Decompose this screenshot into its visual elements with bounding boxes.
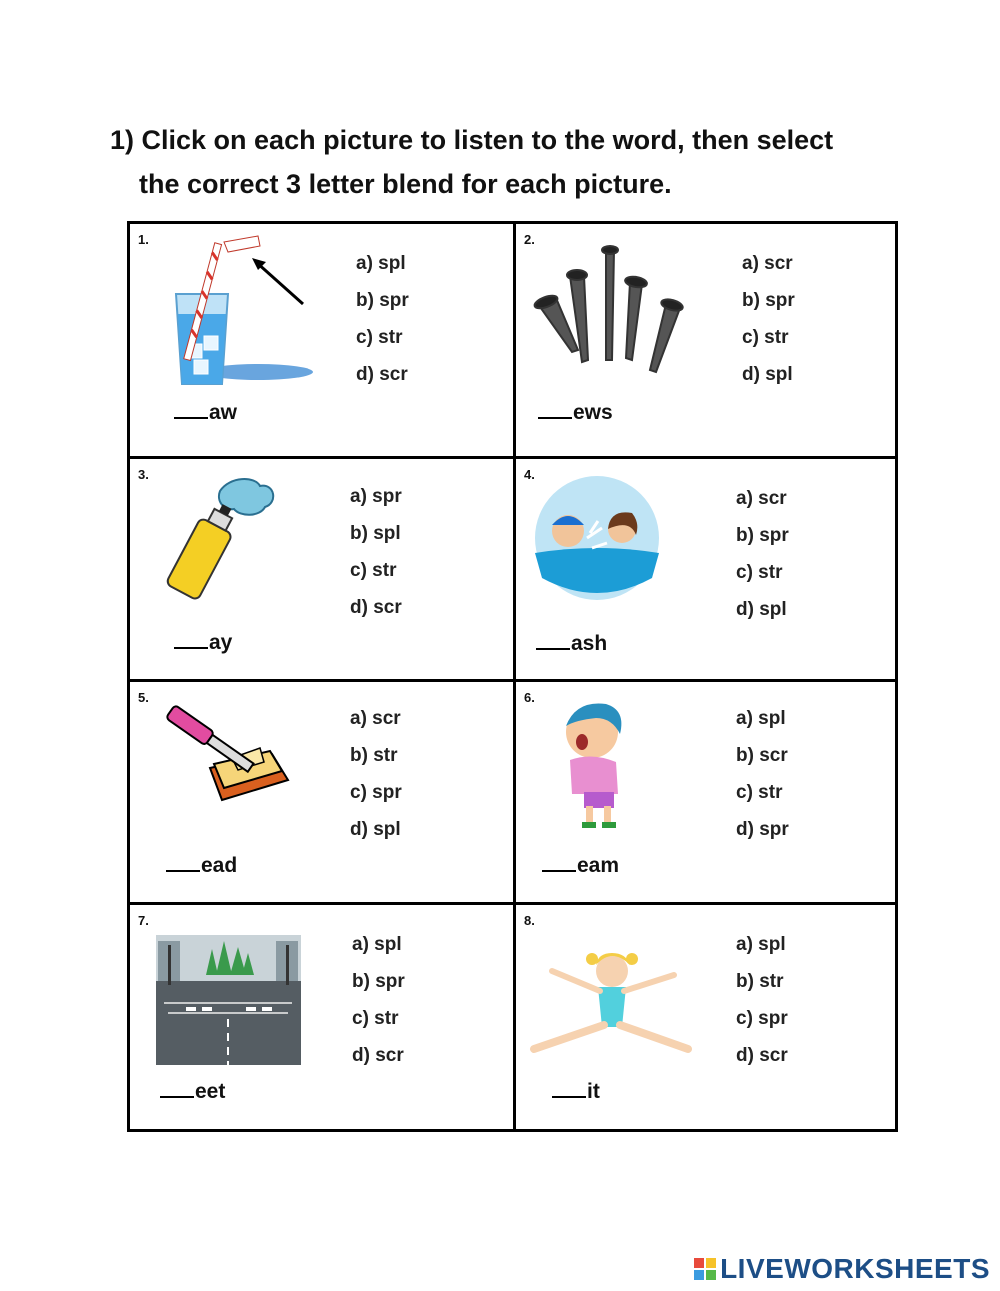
option-d[interactable]: d) spr: [736, 819, 789, 840]
option-a[interactable]: a) spl: [736, 708, 786, 729]
options-list: [736, 926, 788, 1074]
brand-name: LIVEWORKSHEETS: [720, 1253, 990, 1284]
answer-blank-line[interactable]: [160, 1078, 194, 1098]
question-cell-4: [516, 459, 896, 679]
option-a[interactable]: a) spl: [736, 934, 786, 955]
question-number: 8.: [524, 913, 535, 928]
option-c[interactable]: c) str: [742, 327, 789, 348]
option-b[interactable]: b) spr: [352, 971, 405, 992]
option-d[interactable]: d) spl: [736, 599, 787, 620]
question-number: 3.: [138, 467, 149, 482]
question-cell-8: [516, 905, 896, 1129]
option-a[interactable]: a) spl: [352, 934, 402, 955]
word-ending: ead: [201, 854, 238, 877]
option-b[interactable]: b) spr: [736, 525, 789, 546]
screaming-child-icon[interactable]: [546, 694, 646, 834]
options-list: [352, 926, 405, 1074]
option-c[interactable]: c) str: [736, 782, 783, 803]
option-b[interactable]: b) scr: [736, 745, 788, 766]
answer-blank-line[interactable]: [552, 1078, 586, 1098]
options-list: [736, 480, 789, 628]
word-ending: ews: [573, 401, 613, 424]
street-icon[interactable]: [156, 935, 301, 1065]
word-blank: [174, 629, 232, 655]
instructions: [110, 118, 833, 206]
options-list: [350, 478, 402, 626]
option-a[interactable]: a) spl: [356, 253, 406, 274]
options-list: [350, 700, 402, 848]
word-ending: it: [587, 1080, 600, 1103]
word-blank: [160, 1078, 225, 1104]
option-a[interactable]: a) spr: [350, 486, 402, 507]
spreading-butter-icon[interactable]: [152, 696, 292, 816]
question-number: 6.: [524, 690, 535, 705]
question-number: 7.: [138, 913, 149, 928]
question-cell-1: [130, 224, 510, 456]
option-c[interactable]: c) str: [356, 327, 403, 348]
option-c[interactable]: c) str: [352, 1008, 399, 1029]
option-b[interactable]: b) spr: [742, 290, 795, 311]
spray-can-icon[interactable]: [160, 471, 280, 601]
question-number: 1.: [138, 232, 149, 247]
question-number: 4.: [524, 467, 535, 482]
options-list: [356, 245, 409, 393]
word-blank: [542, 852, 619, 878]
word-ending: ay: [209, 631, 233, 654]
kids-splashing-icon[interactable]: [532, 473, 662, 603]
options-list: [742, 245, 795, 393]
option-c[interactable]: c) spr: [736, 1008, 788, 1029]
word-blank: [552, 1078, 600, 1104]
option-c[interactable]: c) str: [350, 560, 397, 581]
option-b[interactable]: b) str: [350, 745, 398, 766]
option-d[interactable]: d) scr: [356, 364, 408, 385]
word-ending: eet: [195, 1080, 226, 1103]
question-cell-2: [516, 224, 896, 456]
glass-with-straw-icon[interactable]: [148, 234, 318, 389]
gymnast-split-icon[interactable]: [526, 931, 696, 1061]
liveworksheets-logo-icon: [694, 1258, 716, 1280]
option-c[interactable]: c) spr: [350, 782, 402, 803]
instructions-line-1: 1) Click on each picture to listen to the word, then select: [110, 125, 834, 155]
option-d[interactable]: d) scr: [736, 1045, 788, 1066]
question-cell-3: [130, 459, 510, 679]
option-b[interactable]: b) spl: [350, 523, 401, 544]
option-b[interactable]: b) spr: [356, 290, 409, 311]
option-d[interactable]: d) spl: [350, 819, 401, 840]
question-cell-6: [516, 682, 896, 902]
answer-blank-line[interactable]: [174, 399, 208, 419]
word-ending: ash: [571, 632, 608, 655]
option-a[interactable]: a) scr: [736, 488, 787, 509]
option-a[interactable]: a) scr: [742, 253, 793, 274]
answer-blank-line[interactable]: [536, 630, 570, 650]
answer-blank-line[interactable]: [166, 852, 200, 872]
answer-blank-line[interactable]: [538, 399, 572, 419]
options-list: [736, 700, 789, 848]
footer-brand[interactable]: [694, 1253, 990, 1285]
option-d[interactable]: d) scr: [350, 597, 402, 618]
option-d[interactable]: d) spl: [742, 364, 793, 385]
option-d[interactable]: d) scr: [352, 1045, 404, 1066]
answer-blank-line[interactable]: [174, 629, 208, 649]
question-cell-5: [130, 682, 510, 902]
word-blank: [166, 852, 237, 878]
screws-icon[interactable]: [526, 242, 696, 387]
word-ending: eam: [577, 854, 620, 877]
question-cell-7: [130, 905, 510, 1129]
option-a[interactable]: a) scr: [350, 708, 401, 729]
question-number: 5.: [138, 690, 149, 705]
exercise-grid: [127, 221, 898, 1132]
word-blank: [174, 399, 237, 425]
answer-blank-line[interactable]: [542, 852, 576, 872]
word-blank: [538, 399, 613, 425]
word-blank: [536, 630, 607, 656]
instructions-line-2: the correct 3 letter blend for each picture.: [139, 169, 672, 199]
option-b[interactable]: b) str: [736, 971, 784, 992]
word-ending: aw: [209, 401, 238, 424]
question-number: 2.: [524, 232, 535, 247]
option-c[interactable]: c) str: [736, 562, 783, 583]
